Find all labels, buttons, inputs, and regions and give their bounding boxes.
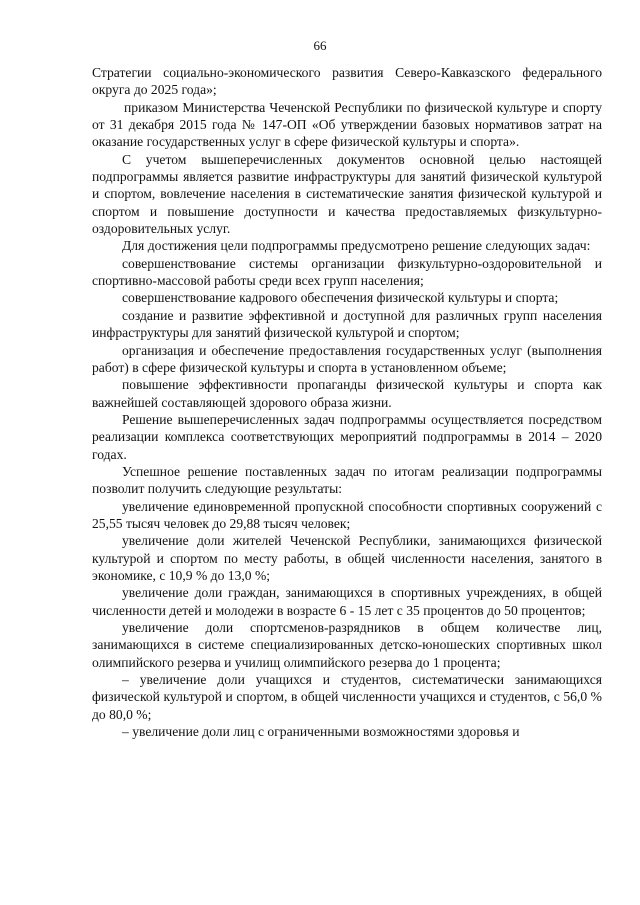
list-item: повышение эффективности пропаганды физической культуры и спорта как важнейшей составляющей здорового образа жизни. xyxy=(92,377,602,410)
list-item: увеличение единовременной пропускной способности спортивных сооружений с 25,55 тысяч человек до 29,88 тысяч человек; xyxy=(92,498,602,531)
list-item: увеличение доли жителей Чеченской Республики, занимающихся физической культурой и спортом по месту работы, в общей численности населения, занятого в экономике, с 10,9 % до 13,0 %; xyxy=(92,533,602,583)
paragraph: Для достижения цели подпрограммы предусмотрено решение следующих задач: xyxy=(122,238,591,254)
list-item: увеличение доли спортсменов-разрядников в общем количестве лиц, занимающихся в системе специализированных детско-юношеских спортивных школ олимпийского резерва и училищ олимпийского резерва до 1 процента; xyxy=(92,620,602,670)
list-item: совершенствование системы организации физкультурно-оздоровительной и спортивно-массовой работы среди всех групп населения; xyxy=(92,255,602,289)
paragraph: С учетом вышеперечисленных документов основной целью настоящей подпрограммы является развитие инфраструктуры для занятий физической культурой и спортом, вовлечение населения в систематические занятия физической культурой и спортом и повышение доступности и качества предоставляемых физкультурно-оздоровительных услуг. xyxy=(92,151,602,237)
list-item: организация и обеспечение предоставления государственных услуг (выполнения работ) в сфере физической культуры и спорта в установленном объеме; xyxy=(92,342,602,375)
list-item: увеличение доли граждан, занимающихся в спортивных учреждениях, в общей численности детей и молодежи в возрасте 6 - 15 лет с 35 процентов до 50 процентов; xyxy=(92,585,602,618)
document-body xyxy=(92,64,602,740)
list-item: создание и развитие эффективной и доступной для различных групп населения инфраструктуры для занятий физической культурой и спортом; xyxy=(92,307,602,341)
list-item: совершенствование кадрового обеспечения физической культуры и спорта; xyxy=(122,290,559,306)
list-item: – увеличение доли учащихся и студентов, систематически занимающихся физической культурой и спортом, в общей численности учащихся и студентов, с 56,0 % до 80,0 %; xyxy=(92,672,602,722)
page-number: 66 xyxy=(313,38,327,53)
paragraph: Успешное решение поставленных задач по итогам реализации подпрограммы позволит получить следующие результаты: xyxy=(92,463,602,497)
paragraph: приказом Министерства Чеченской Республики по физической культуре и спорту от 31 декабря 2015 года № 147-ОП «Об утверждении базовых нормативов затрат на оказание государственных услуг в сфере физической культуры и спорта». xyxy=(92,99,602,150)
list-item: – увеличение доли лиц с ограниченными возможностями здоровья и xyxy=(122,724,520,740)
paragraph: Решение вышеперечисленных задач подпрограммы осуществляется посредством реализации комплекса соответствующих мероприятий подпрограммы в 2014 – 2020 годах. xyxy=(92,411,602,462)
paragraph: Стратегии социально-экономического развития Северо-Кавказского федерального округа до 2025 года»; xyxy=(92,65,602,98)
